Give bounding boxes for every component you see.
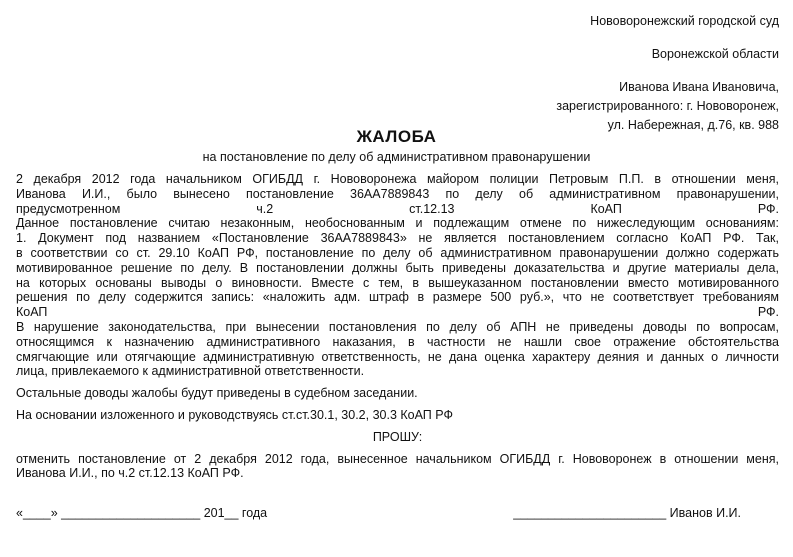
body-line: на которых основаны выводы о виновности. Вместе с тем, в вышеуказанном постановлении вместо мотивированного	[16, 275, 779, 290]
body-line: На основании изложенного и руководствуясь ст.ст.30.1, 30.2, 30.3 КоАП РФ	[16, 407, 453, 422]
body-line: отменить постановление от 2 декабря 2012 года, вынесенное начальником ОГИБДД г. Нововоронеж в отношении меня,	[16, 451, 779, 466]
body-line: относящимся к назначению административного наказания, в частности не нашли свое отражение обстоятельства	[16, 334, 779, 349]
body-line: 1. Документ под названием «Постановление 36АА7889843» не является постановлением согласно КоАП РФ. Так,	[16, 231, 779, 246]
body-line: мотивированное решение по делу. В постановлении должны быть приведены доказательства и другие материалы дела,	[16, 260, 779, 275]
body-line: Иванова И.И., было вынесено постановление 36АА7889843 по делу об административном правонарушении,	[16, 186, 779, 201]
document-body	[16, 172, 779, 481]
document-subtitle: на постановление по делу об административном правонарушении	[202, 150, 591, 164]
signature-row	[16, 506, 779, 520]
body-line: решения по делу содержится запись: «наложить адм. штраф в размере 500 руб.», что не соответствует требованиям	[16, 290, 779, 305]
body-line: В нарушение законодательства, при вынесении постановления по делу об АПН не приведены доводы по вопросам,	[16, 319, 779, 334]
body-line: Данное постановление считаю незаконным, необоснованным и подлежащим отмене по нижеследующим основаниям:	[16, 216, 779, 231]
body-line: предусмотренном ч.2 ст.12.13 КоАП РФ.	[16, 201, 780, 216]
sender-registration: зарегистрированного: г. Нововоронеж,	[556, 99, 779, 113]
document-title: ЖАЛОБА	[356, 127, 437, 146]
court-region: Воронежской области	[651, 47, 779, 61]
request-heading: ПРОШУ:	[372, 429, 423, 444]
date-line: «____» ____________________ 201__ года	[16, 506, 268, 520]
signature-line: ______________________ Иванов И.И.	[513, 506, 741, 520]
body-line: лица, привлекаемого к административной ответственности.	[16, 364, 365, 379]
court-name: Нововоронежский городской суд	[590, 14, 779, 28]
body-line: Остальные доводы жалобы будут приведены в судебном заседании.	[16, 386, 418, 401]
addressee-block	[556, 12, 779, 135]
body-line: Иванова И.И., по ч.2 ст.12.13 КоАП РФ.	[16, 466, 244, 481]
sender-name: Иванова Ивана Ивановича,	[619, 80, 779, 94]
body-line: в соответствии со ст. 29.10 КоАП РФ, постановление по делу об административном правонарушении должно содержать	[16, 245, 779, 260]
body-line: смягчающие или отягчающие административную ответственность, не дана оценка характеру деяния и данных о личности	[16, 349, 779, 364]
body-line: КоАП РФ.	[16, 305, 779, 320]
sender-address: ул. Набережная, д.76, кв. 988	[607, 118, 779, 132]
body-line: 2 декабря 2012 года начальником ОГИБДД г. Нововоронежа майором полиции Петровым П.П. в отношении меня,	[16, 172, 779, 186]
